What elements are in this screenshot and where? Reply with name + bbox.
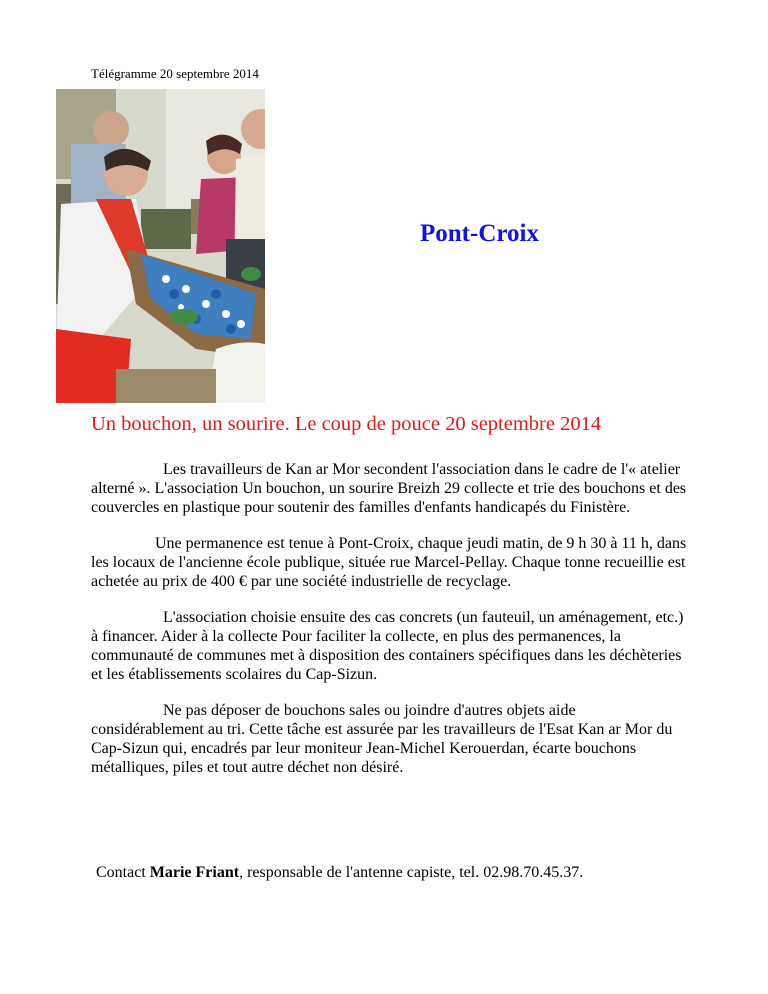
article-paragraph: Ne pas déposer de bouchons sales ou joindre d'autres objets aide considérablement au tri. Cette tâche est assurée par les travailleurs de l'Esat Kan ar Mor du Cap-Sizun qui, encadrés par leur moniteur Jean-Michel Kerouerdan, écarte bouchons métalliques, piles et tout autre déchet non désiré. xyxy=(91,702,673,776)
contact-details: , responsable de l'antenne capiste, tel. 02.98.70.45.37. xyxy=(239,864,584,881)
article-paragraph: Une permanence est tenue à Pont-Croix, chaque jeudi matin, de 9 h 30 à 11 h, dans les locaux de l'ancienne école publique, située rue Marcel-Pellay. Chaque tonne recueillie est achetée au prix de 400 € par une société industrielle de recyclage. xyxy=(91,535,687,590)
town-title: Pont-Croix xyxy=(420,220,539,247)
article-headline: Un bouchon, un sourire. Le coup de pouce 20 septembre 2014 xyxy=(91,413,602,435)
article-body xyxy=(91,460,691,794)
contact-line xyxy=(96,864,583,882)
source-line: Télégramme 20 septembre 2014 xyxy=(91,66,259,81)
contact-prefix: Contact xyxy=(96,864,150,881)
article-photo xyxy=(56,89,265,403)
article-paragraph: Les travailleurs de Kan ar Mor secondent l'association dans le cadre de l'« atelier alterné ». L'association Un bouchon, un sourire Breizh 29 collecte et trie des bouchons et des couvercles en plastique pour soutenir des familles d'enfants handicapés du Finistère. xyxy=(91,461,687,516)
article-paragraph: L'association choisie ensuite des cas concrets (un fauteuil, un aménagement, etc.) à financer. Aider à la collecte Pour faciliter la collecte, en plus des permanences, la communauté de communes met à disposition des containers spécifiques dans les déchèteries et les établissements scolaires du Cap-Sizun. xyxy=(91,609,684,683)
contact-name: Marie Friant xyxy=(149,864,240,881)
